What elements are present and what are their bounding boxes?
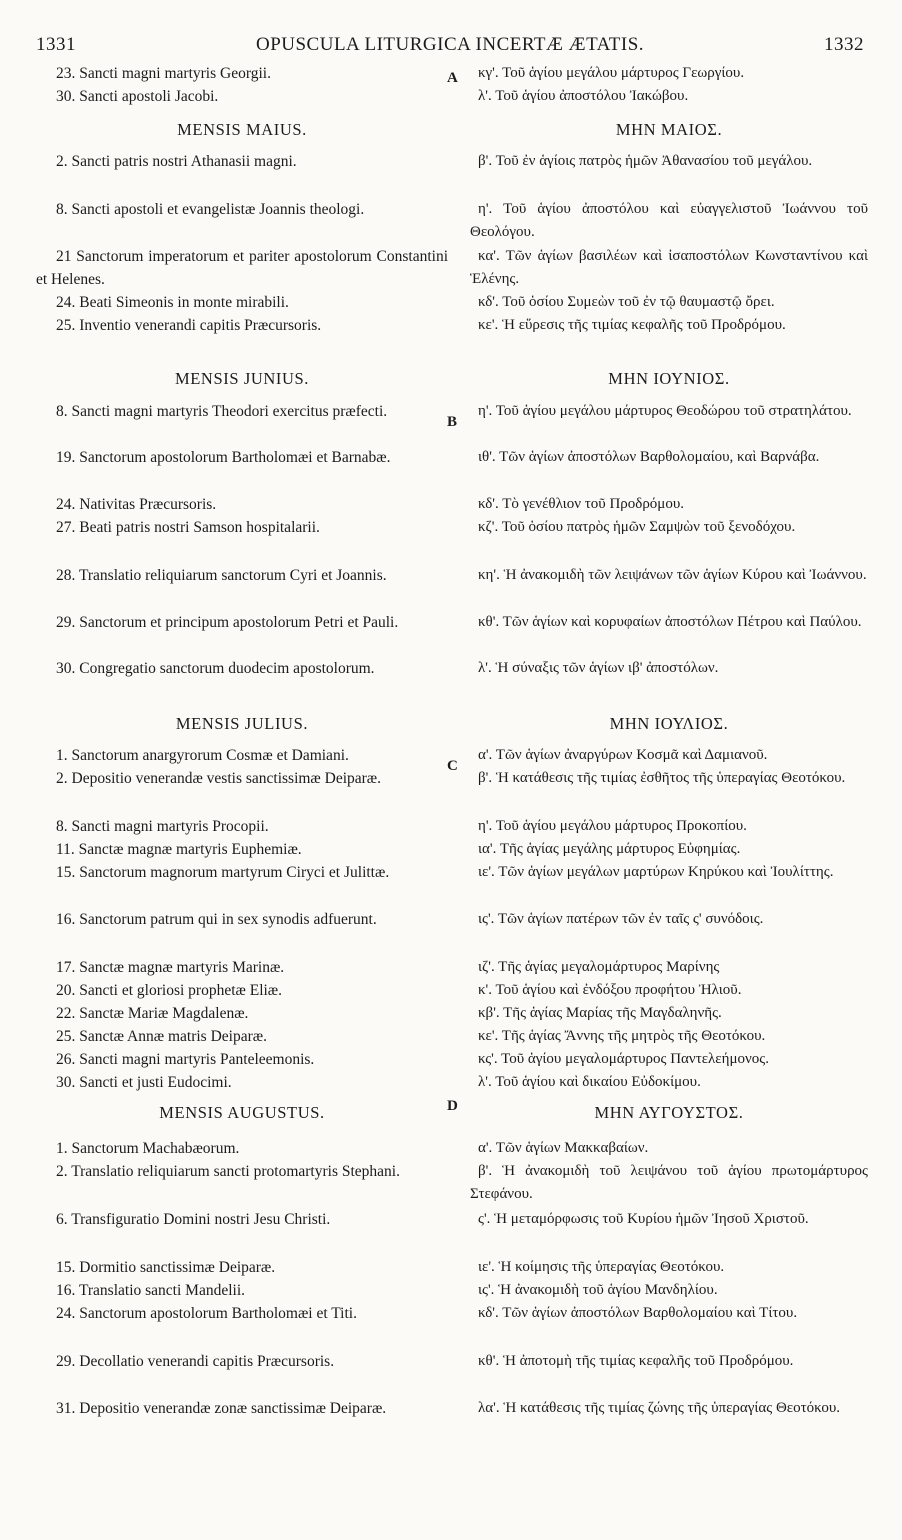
greek-entry: β'. Ἡ κατάθεσις τῆς τιμίας ἐσθῆτος τῆς ὑπεραγίας Θεοτόκου.	[478, 770, 846, 786]
latin-entry: 2. Sancti patris nostri Athanasii magni.	[56, 153, 297, 170]
latin-entry: 8. Sancti magni martyris Theodori exercitus præfecti.	[56, 403, 388, 420]
greek-entry: λ'. Ἡ σύναξις τῶν ἁγίων ιβ' ἀποστόλων.	[478, 660, 719, 676]
latin-entry: 23. Sancti magni martyris Georgii.	[56, 65, 271, 82]
latin-entry: 1. Sanctorum anargyrorum Cosmæ et Damiani.	[56, 747, 349, 764]
latin-entry: 29. Sanctorum et principum apostolorum Petri et Pauli.	[56, 614, 399, 631]
greek-entry: κε'. Ἡ εὕρεσις τῆς τιμίας κεφαλῆς τοῦ Προδρόμου.	[478, 317, 786, 333]
month-heading-greek: ΜΗΝ ΑΥΓΟΥΣΤΟΣ.	[594, 1103, 744, 1122]
latin-entry: 28. Translatio reliquiarum sanctorum Cyri et Joannis.	[56, 567, 387, 584]
greek-entry: λα'. Ἡ κατάθεσις τῆς τιμίας ζώνης τῆς ὑπεραγίας Θεοτόκου.	[478, 1400, 841, 1416]
latin-entry: 6. Transfiguratio Domini nostri Jesu Christi.	[56, 1211, 331, 1228]
latin-entry: 19. Sanctorum apostolorum Bartholomæi et Barnabæ.	[56, 449, 391, 466]
latin-entry: 30. Sancti apostoli Jacobi.	[56, 88, 219, 105]
greek-entry: κς'. Τοῦ ἁγίου μεγαλομάρτυρος Παντελεήμονος.	[478, 1051, 769, 1067]
latin-entry: 2. Translatio reliquiarum sancti protomartyris Stephani.	[56, 1163, 400, 1180]
greek-entry: ιθ'. Τῶν ἁγίων ἀποστόλων Βαρθολομαίου, καὶ Βαρνάβα.	[478, 449, 820, 465]
greek-entry: κδ'. Τὸ γενέθλιον τοῦ Προδρόμου.	[478, 496, 685, 512]
greek-entry: α'. Τῶν ἁγίων ἀναργύρων Κοσμᾶ καὶ Δαμιανοῦ.	[478, 747, 768, 763]
page-number-left: 1331	[36, 34, 76, 55]
month-heading-latin: MENSIS AUGUSTUS.	[159, 1103, 325, 1122]
latin-entry: 1. Sanctorum Machabæorum.	[56, 1140, 240, 1157]
month-heading-latin: MENSIS JULIUS.	[175, 714, 309, 733]
month-heading-latin: MENSIS MAIUS.	[177, 120, 307, 139]
month-heading-greek: ΜΗΝ ΙΟΥΝΙΟΣ.	[608, 369, 730, 388]
latin-entry: 31. Depositio venerandæ zonæ sanctissimæ Deiparæ.	[56, 1400, 387, 1417]
greek-entry: ια'. Τῆς ἁγίας μεγάλης μάρτυρος Εὐφημίας.	[478, 841, 741, 857]
latin-entry: 16. Translatio sancti Mandelii.	[56, 1282, 246, 1299]
greek-entry: ς'. Ἡ μεταμόρφωσις τοῦ Κυρίου ἡμῶν Ἰησοῦ Χριστοῦ.	[478, 1211, 809, 1227]
month-heading-greek: ΜΗΝ ΜΑΙΟΣ.	[615, 120, 723, 139]
greek-entry: κα'. Τῶν ἁγίων βασιλέων καὶ ἰσαποστόλων Κωνσταντίνου καὶ Ἑλένης.	[470, 248, 868, 287]
latin-entry: 8. Sancti apostoli et evangelistæ Joannis theologi.	[56, 201, 365, 218]
month-heading-latin: MENSIS JUNIUS.	[174, 369, 309, 388]
latin-entry: 16. Sanctorum patrum qui in sex synodis adfuerunt.	[56, 911, 377, 928]
page-number-right: 1332	[824, 34, 864, 55]
running-header	[36, 34, 864, 58]
latin-entry: 21 Sanctorum imperatorum et pariter apostolorum Constantini et Helenes.	[36, 248, 448, 288]
latin-entry: 24. Beati Simeonis in monte mirabili.	[56, 294, 289, 311]
latin-entry: 29. Decollatio venerandi capitis Præcursoris.	[56, 1353, 335, 1370]
greek-entry: κε'. Τῆς ἁγίας Ἄννης τῆς μητρὸς τῆς Θεοτόκου.	[478, 1028, 766, 1044]
section-marker: B	[447, 414, 458, 430]
greek-entry: κη'. Ἡ ἀνακομιδὴ τῶν λειψάνων τῶν ἁγίων Κύρου καὶ Ἰωάννου.	[478, 567, 867, 583]
greek-entry: λ'. Τοῦ ἁγίου καὶ δικαίου Εὐδοκίμου.	[478, 1074, 701, 1090]
latin-entry: 26. Sancti magni martyris Panteleemonis.	[56, 1051, 315, 1068]
greek-entry: κβ'. Τῆς ἁγίας Μαρίας τῆς Μαγδαληνῆς.	[478, 1005, 722, 1021]
greek-entry: κθ'. Τῶν ἁγίων καὶ κορυφαίων ἀποστόλων Πέτρου καὶ Παύλου.	[478, 614, 862, 630]
greek-entry: β'. Τοῦ ἐν ἁγίοις πατρὸς ἡμῶν Ἀθανασίου τοῦ μεγάλου.	[478, 153, 813, 169]
section-marker: A	[447, 70, 458, 86]
greek-entry: η'. Τοῦ ἁγίου μεγάλου μάρτυρος Προκοπίου.	[478, 818, 747, 834]
latin-entry: 25. Inventio venerandi capitis Præcursoris.	[56, 317, 322, 334]
latin-entry: 8. Sancti magni martyris Procopii.	[56, 818, 269, 835]
latin-entry: 15. Sanctorum magnorum martyrum Ciryci et Julittæ.	[56, 864, 390, 881]
latin-entry: 2. Depositio venerandæ vestis sanctissimæ Deiparæ.	[56, 770, 382, 787]
greek-entry: κ'. Τοῦ ἁγίου καὶ ἐνδόξου προφήτου Ἠλιοῦ.	[478, 982, 742, 998]
latin-entry: 11. Sanctæ magnæ martyris Euphemiæ.	[56, 841, 302, 858]
greek-entry: η'. Τοῦ ἁγίου μεγάλου μάρτυρος Θεοδώρου τοῦ στρατηλάτου.	[478, 403, 852, 419]
latin-entry: 24. Sanctorum apostolorum Bartholomæi et Titi.	[56, 1305, 357, 1322]
greek-entry: ιε'. Ἡ κοίμησις τῆς ὑπεραγίας Θεοτόκου.	[478, 1259, 725, 1275]
greek-entry: κθ'. Ἡ ἀποτομὴ τῆς τιμίας κεφαλῆς τοῦ Προδρόμου.	[478, 1353, 794, 1369]
greek-entry: ιζ'. Τῆς ἁγίας μεγαλομάρτυρος Μαρίνης	[478, 959, 720, 975]
greek-entry: κζ'. Τοῦ ὁσίου πατρὸς ἡμῶν Σαμψὼν τοῦ ξενοδόχου.	[478, 519, 796, 535]
latin-entry: 27. Beati patris nostri Samson hospitalarii.	[56, 519, 320, 536]
greek-entry: λ'. Τοῦ ἁγίου ἀποστόλου Ἰακώβου.	[478, 88, 689, 104]
latin-entry: 30. Congregatio sanctorum duodecim apostolorum.	[56, 660, 375, 677]
greek-entry: α'. Τῶν ἁγίων Μακκαβαίων.	[478, 1140, 649, 1156]
latin-entry: 25. Sanctæ Annæ matris Deiparæ.	[56, 1028, 267, 1045]
greek-entry: ιε'. Τῶν ἁγίων μεγάλων μαρτύρων Κηρύκου καὶ Ἰουλίττης.	[478, 864, 834, 880]
latin-entry: 22. Sanctæ Mariæ Magdalenæ.	[56, 1005, 249, 1022]
section-marker: D	[447, 1098, 458, 1114]
latin-entry: 17. Sanctæ magnæ martyris Marinæ.	[56, 959, 285, 976]
greek-entry: κδ'. Τοῦ ὁσίου Συμεὼν τοῦ ἐν τῷ θαυμαστῷ ὄρει.	[478, 294, 775, 310]
greek-entry: ις'. Ἡ ἀνακομιδὴ τοῦ ἁγίου Μανδηλίου.	[478, 1282, 718, 1298]
greek-entry: β'. Ἡ ἀνακομιδὴ τοῦ λειψάνου τοῦ ἁγίου πρωτομάρτυρος Στεφάνου.	[470, 1163, 868, 1202]
greek-entry: η'. Τοῦ ἁγίου ἀποστόλου καὶ εὐαγγελιστοῦ Ἰωάννου τοῦ Θεολόγου.	[470, 201, 868, 240]
greek-entry: κδ'. Τῶν ἁγίων ἀποστόλων Βαρθολομαίου καὶ Τίτου.	[478, 1305, 798, 1321]
page-title: OPUSCULA LITURGICA INCERTÆ ÆTATIS.	[255, 34, 645, 55]
section-marker: C	[447, 758, 458, 774]
latin-entry: 30. Sancti et justi Eudocimi.	[56, 1074, 232, 1091]
latin-entry: 20. Sancti et gloriosi prophetæ Eliæ.	[56, 982, 283, 999]
greek-entry: ις'. Τῶν ἁγίων πατέρων τῶν ἐν ταῖς ς' συνόδοις.	[478, 911, 764, 927]
latin-entry: 24. Nativitas Præcursoris.	[56, 496, 217, 513]
latin-entry: 15. Dormitio sanctissimæ Deiparæ.	[56, 1259, 276, 1276]
greek-entry: κγ'. Τοῦ ἁγίου μεγάλου μάρτυρος Γεωργίου.	[478, 65, 745, 81]
month-heading-greek: ΜΗΝ ΙΟΥΛΙΟΣ.	[609, 714, 729, 733]
